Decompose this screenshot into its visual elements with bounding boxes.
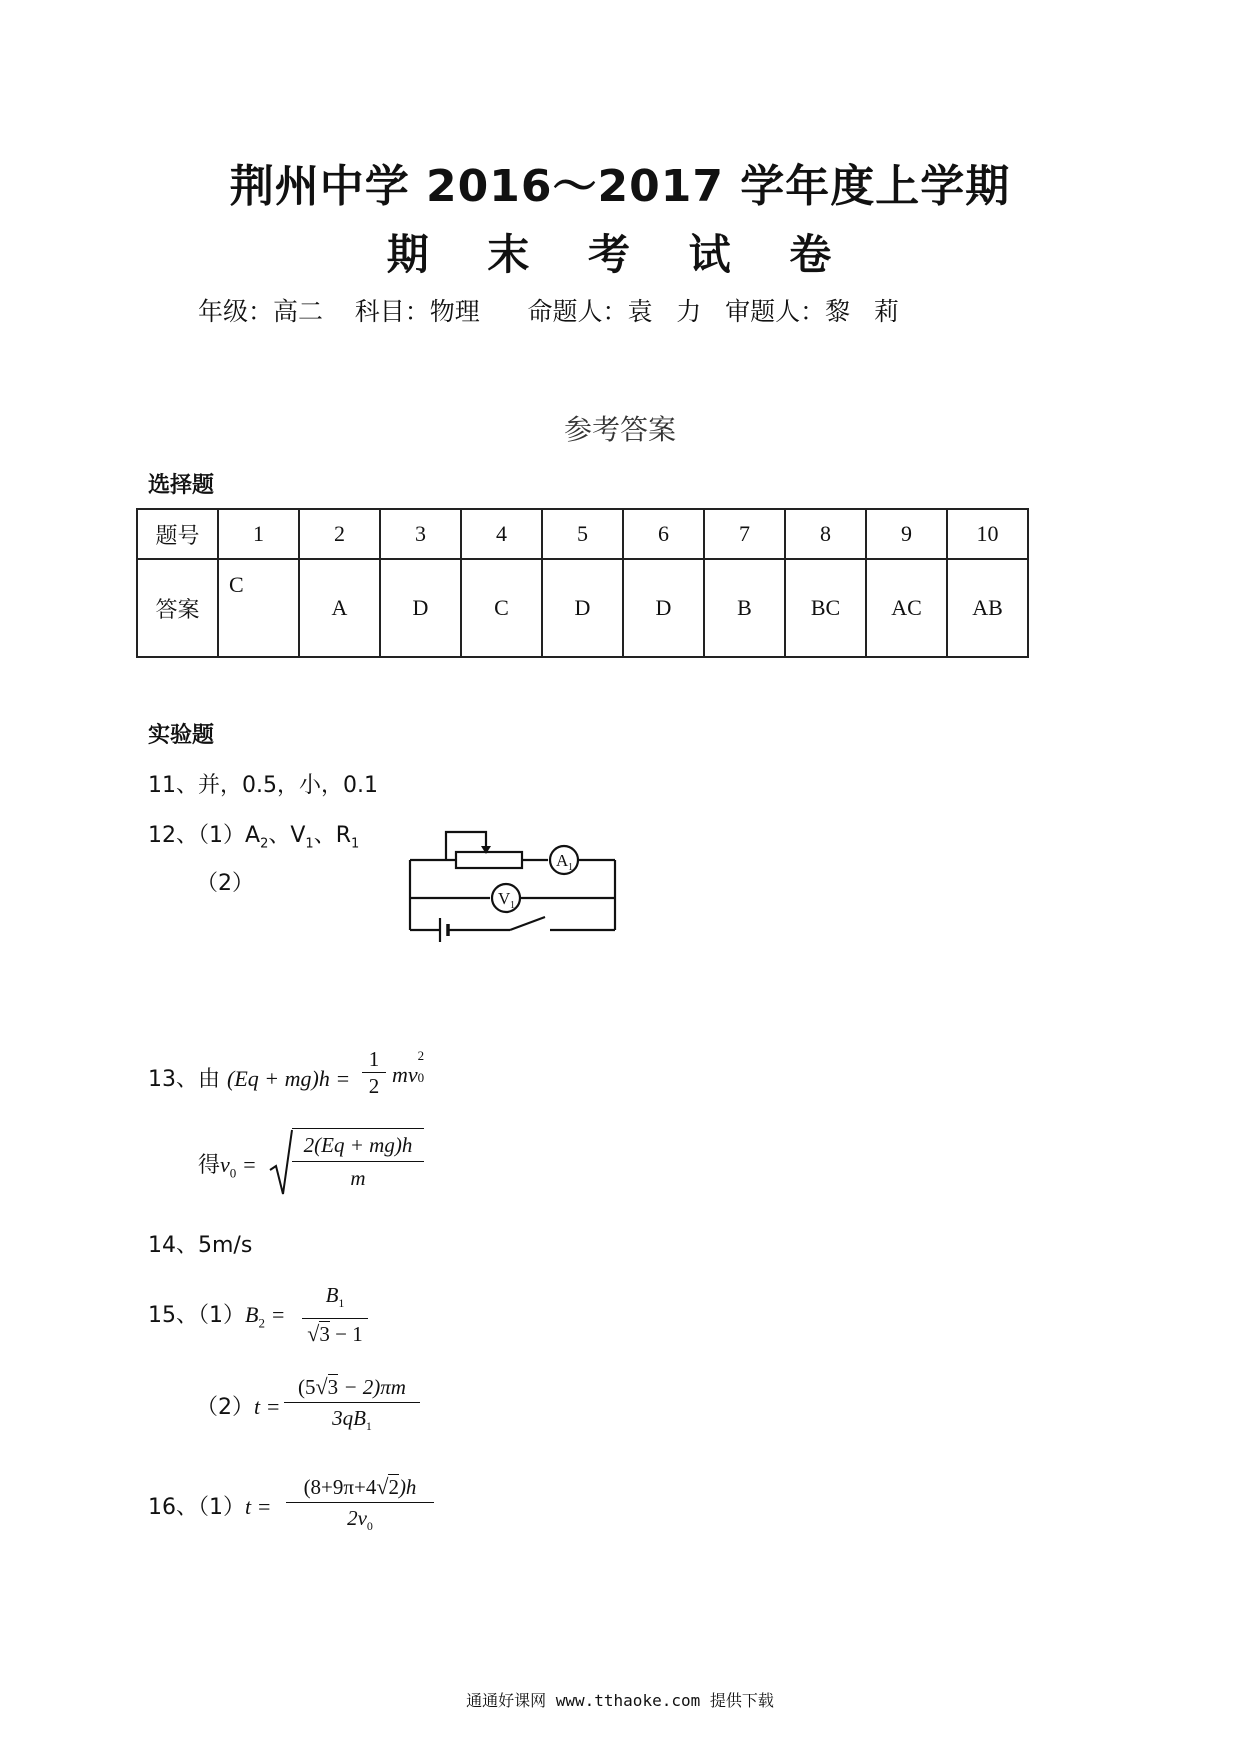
experiment-section-label: 实验题 [148,723,215,748]
question-number: 8 [785,509,866,559]
answer-cell: D [623,559,704,657]
answer-cell: B [704,559,785,657]
choice-section-label: 选择题 [148,473,215,498]
answer-q16-part1: 16、（1）t = [148,1494,272,1520]
question-number: 3 [380,509,461,559]
row-header-question: 题号 [137,509,218,559]
sqrt-sign-icon [268,1128,294,1198]
question-number: 7 [704,509,785,559]
q13-rhs: mv 2 0 [392,1048,425,1087]
exam-subtitle: 期 末 考 试 卷 [386,230,854,279]
circuit-diagram [400,820,630,970]
answer-cell: AB [947,559,1028,657]
q16-fraction: (8+9π+4√2)h $2v_0$ [286,1472,434,1541]
answer-value: C [229,572,244,597]
answer-q12-part1: 12、$(1)A_2$、$V_1$、$R_1$ [148,823,360,852]
question-number: 4 [461,509,542,559]
answer-cell: AC [866,559,947,657]
answer-cell: A [299,559,380,657]
voltmeter-label-sub: 1 [510,900,515,911]
question-number: 9 [866,509,947,559]
answer-q15-part1: 15、$(1)B_2$ = [148,1302,285,1331]
question-number: 10 [947,509,1028,559]
answer-cell: BC [785,559,866,657]
answer-q13-line1: 13、由 (Eq + mg)h = [148,1066,351,1092]
q13-fraction: 1 2 [362,1046,386,1099]
ammeter-label: A [556,851,569,870]
answer-cell [218,559,299,657]
exam-meta: 年级：高二 科目：物理 命题人：袁 力 审题人：黎 莉 [198,297,899,326]
exam-title: 荆州中学 2016～2017 学年度上学期 [229,161,1011,212]
answer-q15-part2: （2）t = [196,1394,281,1420]
choice-answer-table [136,508,1029,658]
answer-q12-part2-label: （2） [196,871,254,896]
answer-cell: D [380,559,461,657]
question-number: 1 [218,509,299,559]
question-number: 5 [542,509,623,559]
ammeter-label-sub: 1 [568,862,573,873]
switch-icon [510,917,545,930]
q15-part1-fraction: $B_1$ √3 − 1 [302,1280,368,1349]
answer-cell: C [461,559,542,657]
answer-q13-line2: 得$v_0$ = [198,1152,256,1181]
question-number: 6 [623,509,704,559]
q15-part2-fraction: (5√3 − 2)πm $3qB_1$ [284,1372,420,1441]
voltmeter-label: V [498,889,511,908]
answer-row [137,559,1028,657]
rheostat-slider-wire [446,832,486,860]
question-number: 2 [299,509,380,559]
rheostat-icon [456,852,522,868]
question-number-row [137,509,1028,559]
footer-source: 通通好课网 www.tthaoke.com 提供下载 [466,1691,774,1710]
q13-sqrt-fraction: 2(Eq + mg)h m [292,1128,424,1194]
answer-q14: 14、5m/s [148,1233,253,1258]
answer-q11: 11、并，0.5，小，0.1 [148,773,378,798]
answer-cell: D [542,559,623,657]
answer-key-heading: 参考答案 [563,413,676,446]
row-header-answer: 答案 [137,559,218,657]
